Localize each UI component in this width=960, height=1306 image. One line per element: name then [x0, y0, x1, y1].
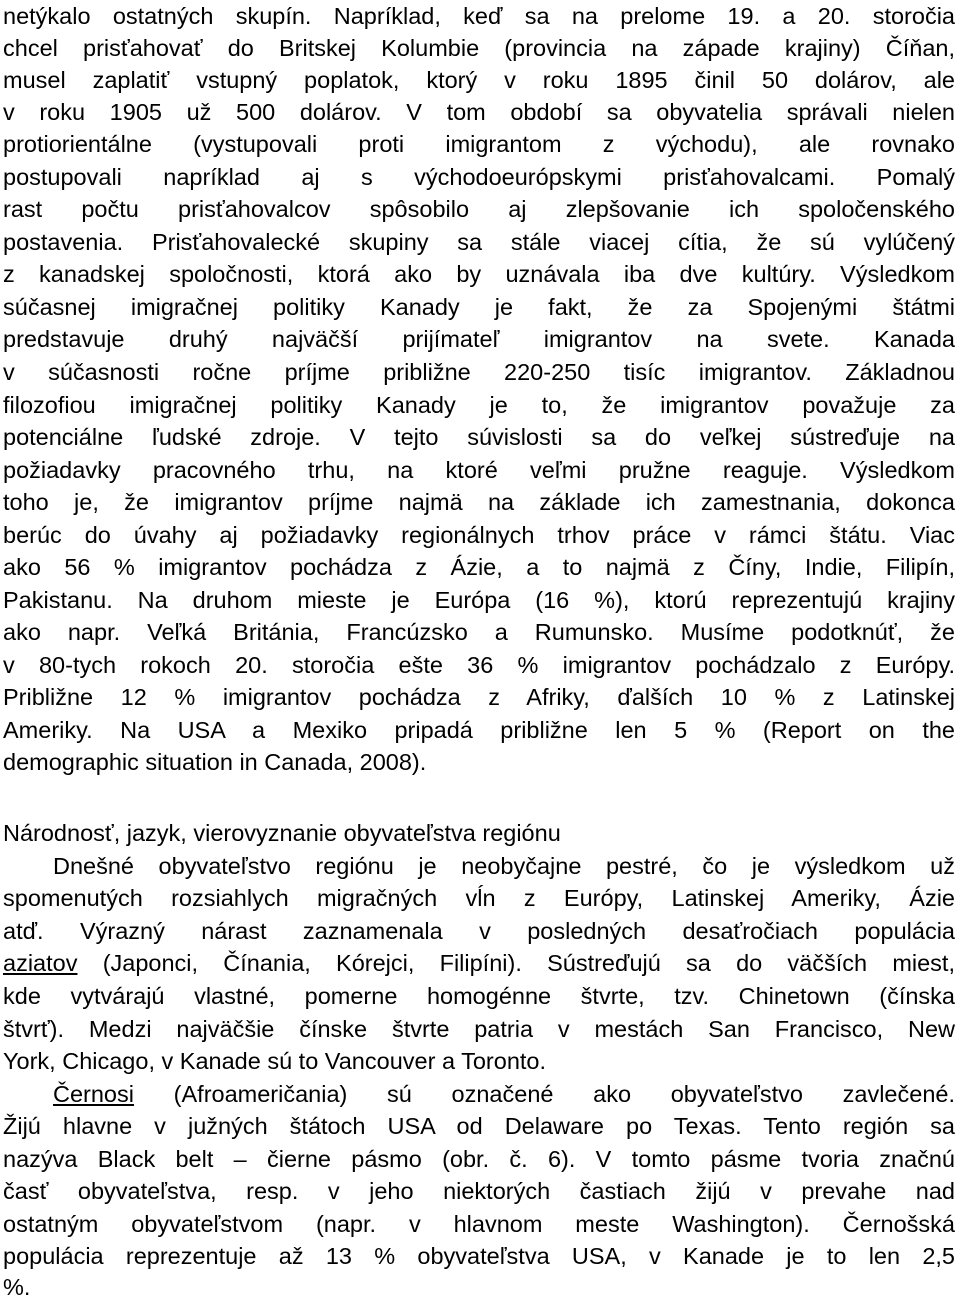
text-line: netýkalo ostatných skupín. Napríklad, keď sa na prelome 19. a 20. storočia [3, 3, 955, 29]
text-line: filozofiou imigračnej politiky Kanady je to, že imigrantov považuje za [3, 392, 955, 418]
text-line: Približne 12 % imigrantov pochádza z Afriky, ďalších 10 % z Latinskej [3, 684, 955, 710]
text-line: nazýva Black belt – čierne pásmo (obr. č. 6). V tomto pásme tvoria značnú [3, 1146, 955, 1172]
term-aziatov: aziatov [3, 950, 78, 976]
text-line: časť obyvateľstva, resp. v jeho niektorých častiach žijú v prevahe nad [3, 1178, 955, 1204]
text-line: ako napr. Veľká Británia, Francúzsko a Rumunsko. Musíme podotknúť, že [3, 619, 955, 645]
text-line: Ameriky. Na USA a Mexiko pripadá približne len 5 % (Report on the [3, 717, 955, 743]
term-cernosi: Černosi [53, 1081, 134, 1107]
section-heading: Národnosť, jazyk, vierovyznanie obyvateľstva regiónu [3, 820, 561, 846]
text-line: v roku 1905 už 500 dolárov. V tom období sa obyvatelia správali nielen [3, 99, 955, 125]
text-line: atď. Výrazný nárast zaznamenala v posledných desaťročiach populácia [3, 918, 955, 944]
text-line: v súčasnosti ročne príjme približne 220-250 tisíc imigrantov. Základnou [3, 359, 955, 385]
text-line-rest: (Japonci, Čínania, Kórejci, Filipíni). Sústreďujú sa do väčších miest, [77, 950, 955, 976]
text-line: spomenutých rozsiahlych migračných vĺn z Európy, Latinskej Ameriky, Ázie [3, 885, 955, 911]
text-line [53, 1078, 955, 1111]
text-line: toho je, že imigrantov príjme najmä na základe ich zamestnania, dokonca [3, 489, 955, 515]
text-line: postavenia. Prisťahovalecké skupiny sa stále viacej cítia, že sú vylúčený [3, 229, 955, 255]
text-line: berúc do úvahy aj požiadavky regionálnych trhov práce v rámci štátu. Viac [3, 522, 955, 548]
text-line: Žijú hlavne v južných štátoch USA od Delaware po Texas. Tento región sa [3, 1113, 955, 1139]
text-line: rast počtu prisťahovalcov spôsobilo aj zlepšovanie ich spoločenského [3, 196, 955, 222]
text-line-rest: (Afroameričania) sú označené ako obyvateľstvo zavlečené. [133, 1081, 955, 1107]
text-line: súčasnej imigračnej politiky Kanady je fakt, že za Spojenými štátmi [3, 294, 955, 320]
text-line: predstavuje druhý najväčší prijímateľ imigrantov na svete. Kanada [3, 326, 955, 352]
text-line: v 80-tych rokoch 20. storočia ešte 36 % imigrantov pochádzalo z Európy. [3, 652, 955, 678]
text-line-last: %. [3, 1274, 31, 1300]
text-line: štvrť). Medzi najväčšie čínske štvrte patria v mestách San Francisco, New [3, 1016, 955, 1042]
text-line: požiadavky pracovného trhu, na ktoré veľmi pružne reaguje. Výsledkom [3, 457, 955, 483]
text-line: z kanadskej spoločnosti, ktorá ako by uznávala iba dve kultúry. Výsledkom [3, 261, 955, 287]
text-line: musel zaplatiť vstupný poplatok, ktorý v roku 1895 činil 50 dolárov, ale [3, 67, 955, 93]
text-line: kde vytvárajú vlastné, pomerne homogénne štvrte, tzv. Chinetown (čínska [3, 983, 955, 1009]
text-line: chcel prisťahovať do Britskej Kolumbie (provincia na západe krajiny) Číňan, [3, 35, 955, 61]
text-line: protiorientálne (vystupovali proti imigrantom z východu), ale rovnako [3, 131, 955, 157]
text-line-last: demographic situation in Canada, 2008). [3, 749, 427, 775]
text-line: Dnešné obyvateľstvo regiónu je neobyčajne pestré, čo je výsledkom už [53, 853, 955, 879]
text-line: ostatným obyvateľstvom (napr. v hlavnom meste Washington). Černošská [3, 1211, 955, 1237]
text-line [3, 947, 955, 980]
text-line: populácia reprezentuje až 13 % obyvateľstva USA, v Kanade je to len 2,5 [3, 1243, 955, 1269]
text-line: ako 56 % imigrantov pochádza z Ázie, a to najmä z Číny, Indie, Filipín, [3, 554, 955, 580]
text-line: potenciálne ľudské zdroje. V tejto súvislosti sa do veľkej sústreďuje na [3, 424, 955, 450]
text-line: postupovali napríklad aj s východoeurópskymi prisťahovalcami. Pomalý [3, 164, 955, 190]
text-line-last: York, Chicago, v Kanade sú to Vancouver a Toronto. [3, 1048, 547, 1074]
text-line: Pakistanu. Na druhom mieste je Európa (16 %), ktorú reprezentujú krajiny [3, 587, 955, 613]
